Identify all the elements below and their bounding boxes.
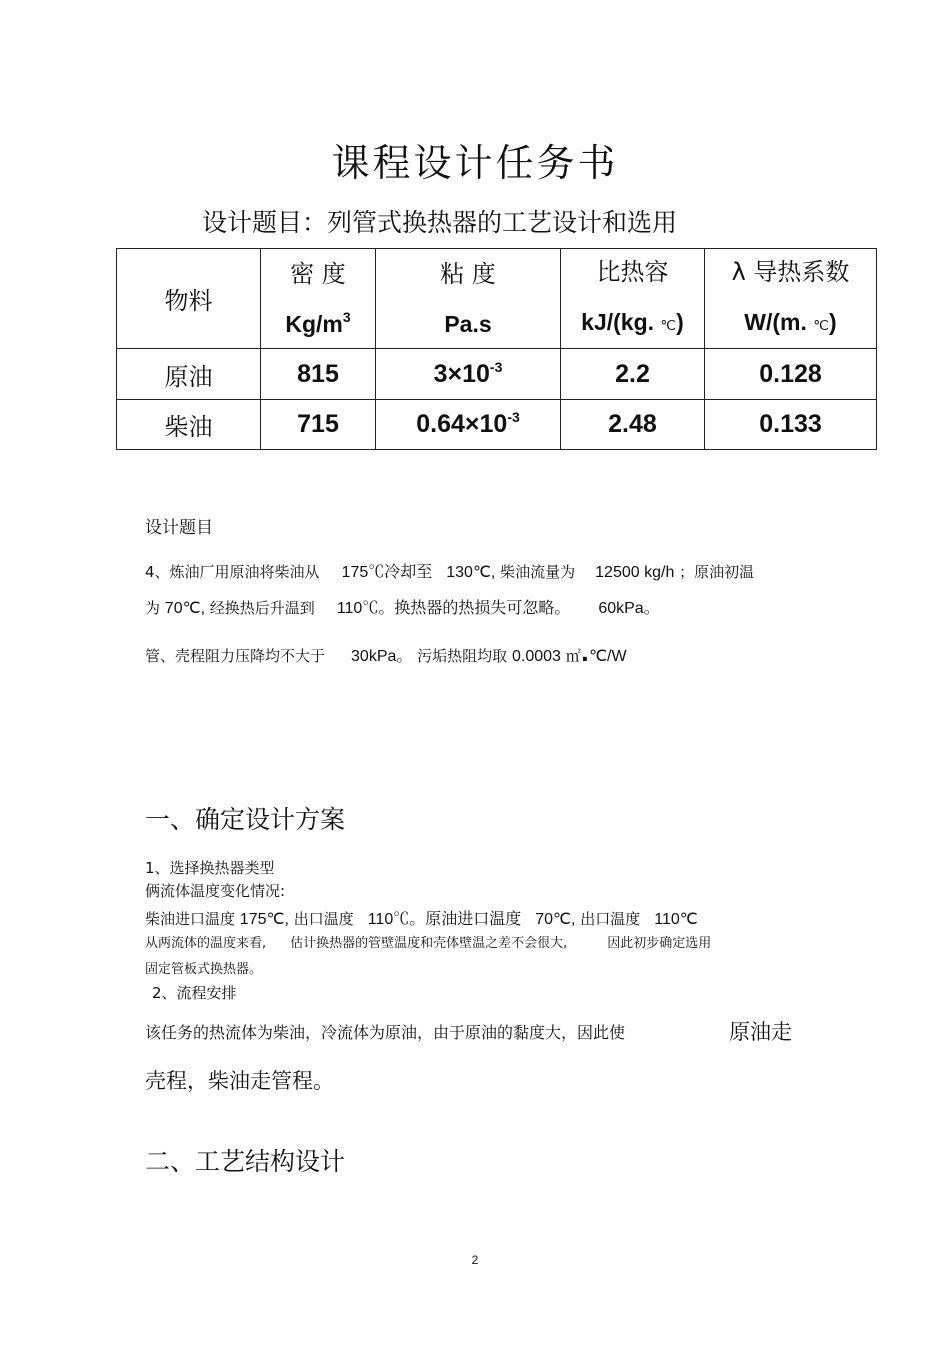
table-row [117, 400, 877, 450]
header-density: 密 度 $Kg/m^3$ [261, 249, 376, 349]
section-1-2-line-1-end: 原油走 [729, 1020, 792, 1044]
section-1-2-title: 2、流程安排 [152, 984, 237, 1002]
section-1-heading: 一、确定设计方案 [145, 805, 346, 834]
cell-conductivity: 0.133 [705, 400, 877, 450]
section-1-1-line-3: 从两流体的温度来看, 估计换热器的管壁温度和壳体壁温之差不会很大, 因此初步确定选用 [145, 936, 712, 951]
page-number: 2 [471, 1253, 479, 1267]
cell-viscosity: $3\times 10^{-3}$ [376, 349, 561, 400]
section-1-2-line-2: 壳程，柴油走管程。 [145, 1069, 334, 1093]
section-2-heading: 二、工艺结构设计 [145, 1147, 346, 1176]
table-header-row [117, 249, 877, 349]
page-title: 课程设计任务书 [331, 141, 619, 185]
section-1-1-line-4: 固定管板式换热器。 [145, 962, 263, 977]
properties-table [116, 248, 877, 450]
section-1-2-line-1: 该任务的热流体为柴油，冷流体为原油，由于原油的黏度大，因此使 [145, 1023, 626, 1042]
header-conductivity: λ 导热系数 W/(m. ℃) [705, 249, 877, 349]
table-row [117, 349, 877, 400]
task-line-3: 管、壳程阻力压降均不大于 30kPa。 污垢热阻均取 0.0003 ㎡.℃/W [145, 642, 627, 667]
cell-conductivity: 0.128 [705, 349, 877, 400]
cell-material: 柴油 [117, 400, 261, 450]
design-subtitle: 设计题目：列管式换热器的工艺设计和选用 [202, 208, 678, 237]
cell-density: 815 [261, 349, 376, 400]
cell-viscosity: $0.64\times 10^{-3}$ [376, 400, 561, 450]
cell-heat-capacity: 2.2 [561, 349, 705, 400]
header-material: 物料 [117, 249, 261, 349]
cell-heat-capacity: 2.48 [561, 400, 705, 450]
section-1-1-line-1: 俩流体温度变化情况: [145, 882, 286, 900]
task-heading: 设计题目 [145, 518, 213, 538]
cell-density: 715 [261, 400, 376, 450]
cell-material: 原油 [117, 349, 261, 400]
task-line-2: 为 70℃, 经换热后升温到 110℃。换热器的热损失可忽略。 60kPa。 [145, 599, 660, 617]
section-1-1-line-2: 柴油进口温度 175℃, 出口温度 110℃。原油进口温度 70℃, 出口温度 110℃ [145, 910, 698, 928]
section-1-1-title: 1、选择换热器类型 [145, 859, 275, 877]
task-line-1: 4、炼油厂用原油将柴油从 175℃冷却至 130℃, 柴油流量为 12500 kg/h ；原油初温 [145, 563, 755, 581]
header-viscosity: 粘 度 Pa.s [376, 249, 561, 349]
header-heat-capacity: 比热容 kJ/(kg. ℃) [561, 249, 705, 349]
